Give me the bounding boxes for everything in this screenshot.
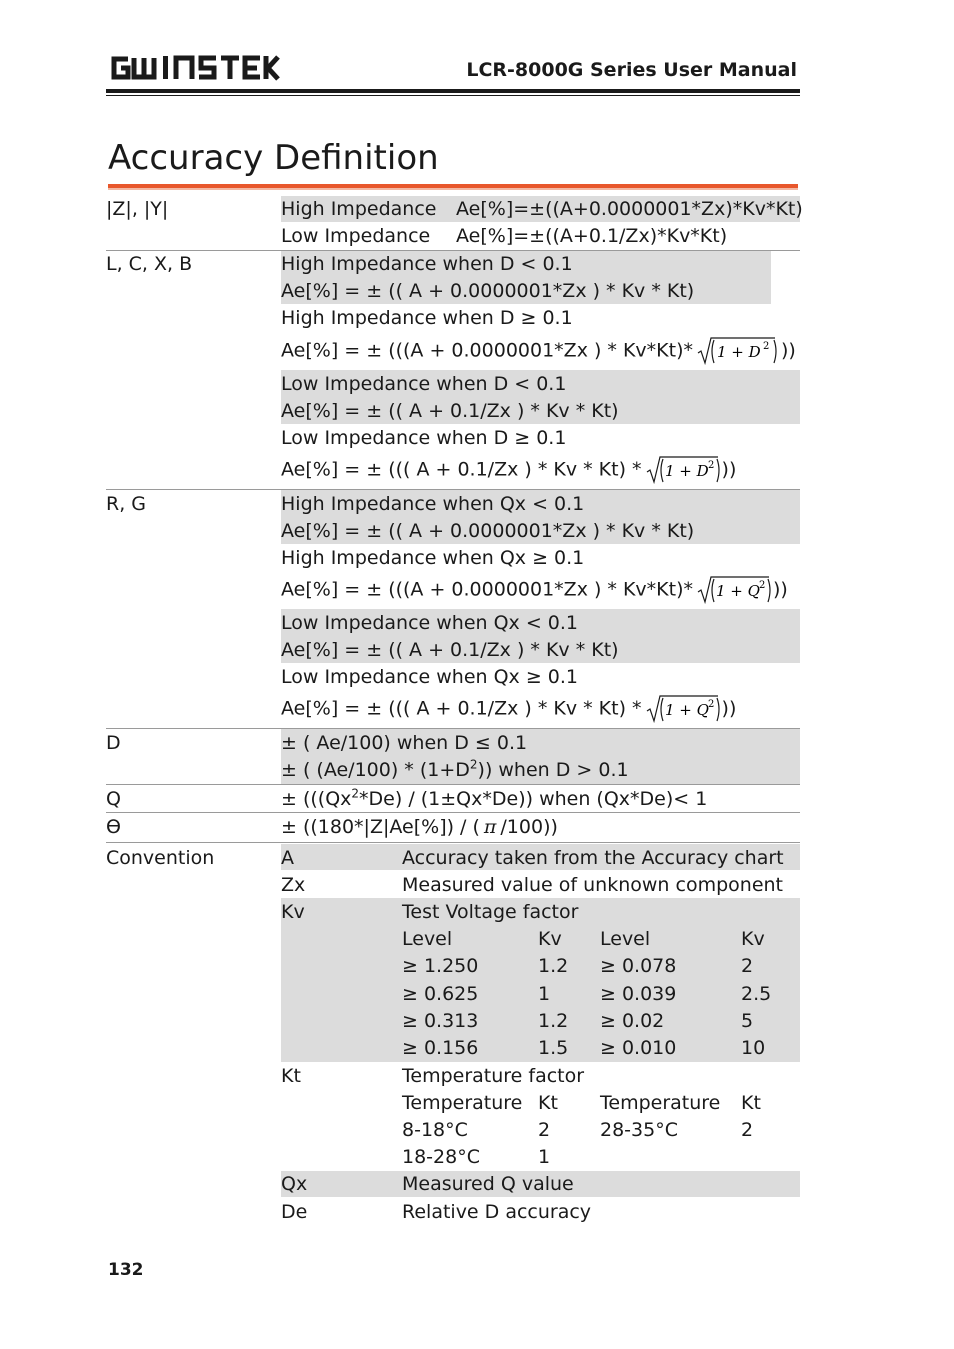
sqrt-icon bbox=[697, 575, 773, 605]
row-divider bbox=[106, 784, 800, 785]
conv-key: De bbox=[281, 1201, 308, 1223]
kv-table-cell: 1.5 bbox=[538, 1037, 569, 1059]
svg-text:1 + Q: 1 + Q bbox=[716, 582, 760, 600]
kv-table-header: Level bbox=[600, 928, 651, 950]
lcxb-line: High Impedance when D < 0.1 bbox=[281, 253, 573, 275]
row-label-d: D bbox=[106, 732, 121, 754]
row-label-q: Q bbox=[106, 788, 121, 810]
svg-text:1 + Q: 1 + Q bbox=[664, 701, 709, 719]
kt-table-cell: 18-28°C bbox=[402, 1146, 480, 1168]
kv-table-cell: 2 bbox=[741, 955, 754, 977]
kv-table-cell: 10 bbox=[741, 1037, 766, 1059]
theta-line: ± ((180*|Z|Ae[%]) / ( π /100)) bbox=[281, 816, 558, 838]
header-rule-thick bbox=[106, 89, 800, 93]
row-divider bbox=[106, 489, 800, 490]
kv-table-cell: ≥ 0.078 bbox=[600, 955, 677, 977]
conv-key: Kt bbox=[281, 1065, 301, 1087]
z-low-name: Low Impedance bbox=[281, 225, 431, 247]
svg-text:2: 2 bbox=[707, 699, 714, 710]
conv-key: Qx bbox=[281, 1173, 308, 1195]
d-line: ± ( $(Ae/100) * (1+D^2)$) when D > 0.1 bbox=[281, 757, 629, 781]
kv-table-header: Kv bbox=[538, 928, 562, 950]
manual-title: LCR-8000G Series User Manual bbox=[466, 59, 797, 81]
kv-table-header: Kv bbox=[741, 928, 765, 950]
lcxb-line: Ae[%] = ± (( A + 0.1/Zx ) * Kv * Kt) bbox=[281, 400, 619, 422]
row-label-lcxb: L, C, X, B bbox=[106, 253, 193, 275]
kv-table-cell: 1 bbox=[538, 983, 551, 1005]
conv-value: Temperature factor bbox=[402, 1065, 585, 1087]
rg-sqrt-formula: Ae[%] = ± (((A + 0.0000001*Zx ) * Kv*Kt)* 1 + Q 2 )) bbox=[281, 575, 788, 605]
z-high-name: High Impedance bbox=[281, 198, 437, 220]
kt-table-cell: 8-18°C bbox=[402, 1119, 468, 1141]
svg-text:2: 2 bbox=[763, 341, 770, 352]
kv-table-cell: 2.5 bbox=[741, 983, 772, 1005]
kt-table-header: Kt bbox=[538, 1092, 558, 1114]
lcxb-line: Low Impedance when D < 0.1 bbox=[281, 373, 567, 395]
svg-text:2: 2 bbox=[759, 580, 766, 591]
sqrt-icon bbox=[646, 694, 722, 724]
kt-table-cell: 28-35°C bbox=[600, 1119, 678, 1141]
row-divider bbox=[106, 842, 800, 843]
z-high-formula: Ae[%]=±((A+0.0000001*Zx)*Kv*Kt) bbox=[456, 198, 803, 220]
lcxb-sqrt-formula: Ae[%] = ± (((A + 0.0000001*Zx ) * Kv*Kt)* 1 + D 2 )) bbox=[281, 336, 796, 366]
kt-table-header: Kt bbox=[741, 1092, 761, 1114]
header-rule-thin bbox=[106, 95, 800, 96]
lcxb-line: Ae[%] = ± (( A + 0.0000001*Zx ) * Kv * Kt) bbox=[281, 280, 695, 302]
kv-table-header: Level bbox=[402, 928, 453, 950]
row-label-z: |Z|, |Y| bbox=[106, 198, 169, 220]
section-title: Accuracy Definition bbox=[108, 138, 439, 178]
sqrt-icon bbox=[697, 336, 781, 366]
svg-text:1 + D: 1 + D bbox=[664, 462, 709, 480]
conv-value: Accuracy taken from the Accuracy chart bbox=[402, 847, 784, 869]
lcxb-line: High Impedance when D ≥ 0.1 bbox=[281, 307, 573, 329]
rg-line: Low Impedance when Qx ≥ 0.1 bbox=[281, 666, 579, 688]
lcxb-sqrt-formula: Ae[%] = ± ((( A + 0.1/Zx ) * Kv * Kt) * 1 + D 2 )) bbox=[281, 455, 736, 485]
kv-table-cell: ≥ 0.313 bbox=[402, 1010, 479, 1032]
conv-value: Measured Q value bbox=[402, 1173, 574, 1195]
gw-instek-logo-icon bbox=[108, 54, 280, 82]
kt-table-header: Temperature bbox=[402, 1092, 523, 1114]
row-label-convention: Convention bbox=[106, 847, 215, 869]
kt-table-cell: 2 bbox=[741, 1119, 754, 1141]
page-number: 132 bbox=[108, 1260, 144, 1280]
d-line: ± ( Ae/100) when D ≤ 0.1 bbox=[281, 732, 528, 754]
kv-table-cell: 5 bbox=[741, 1010, 754, 1032]
kv-table-cell: 1.2 bbox=[538, 955, 569, 977]
rg-line: High Impedance when Qx < 0.1 bbox=[281, 493, 585, 515]
row-label-theta: Ө bbox=[106, 816, 121, 838]
kv-table-cell: ≥ 0.156 bbox=[402, 1037, 479, 1059]
kv-table-cell: ≥ 1.250 bbox=[402, 955, 479, 977]
kt-table-cell: 2 bbox=[538, 1119, 551, 1141]
kv-table-cell: 1.2 bbox=[538, 1010, 569, 1032]
logo bbox=[108, 54, 280, 86]
kv-table-cell: ≥ 0.039 bbox=[600, 983, 677, 1005]
kv-table-cell: ≥ 0.625 bbox=[402, 983, 479, 1005]
rg-line: Ae[%] = ± (( A + 0.1/Zx ) * Kv * Kt) bbox=[281, 639, 619, 661]
conv-key: Kv bbox=[281, 901, 305, 923]
rg-line: Low Impedance when Qx < 0.1 bbox=[281, 612, 579, 634]
z-low-formula: Ae[%]=±((A+0.1/Zx)*Kv*Kt) bbox=[456, 225, 728, 247]
kv-table-cell: ≥ 0.02 bbox=[600, 1010, 665, 1032]
conv-value: Relative D accuracy bbox=[402, 1201, 592, 1223]
lcxb-line: Low Impedance when D ≥ 0.1 bbox=[281, 427, 567, 449]
conv-key: A bbox=[281, 847, 294, 869]
rg-line: High Impedance when Qx ≥ 0.1 bbox=[281, 547, 585, 569]
rg-sqrt-formula: Ae[%] = ± ((( A + 0.1/Zx ) * Kv * Kt) * 1 + Q 2 )) bbox=[281, 694, 736, 724]
sqrt-icon bbox=[646, 455, 722, 485]
svg-text:2: 2 bbox=[707, 460, 714, 471]
row-divider bbox=[106, 728, 800, 729]
kv-table-cell: ≥ 0.010 bbox=[600, 1037, 677, 1059]
row-label-rg: R, G bbox=[106, 493, 147, 515]
q-line: ± ($((Qx^2*De) / (1\pm Qx*De))$ when (Qx*De)< 1 bbox=[281, 786, 708, 810]
conv-value: Test Voltage factor bbox=[402, 901, 579, 923]
rg-line: Ae[%] = ± (( A + 0.0000001*Zx ) * Kv * Kt) bbox=[281, 520, 695, 542]
conv-value: Measured value of unknown component bbox=[402, 874, 784, 896]
conv-key: Zx bbox=[281, 874, 306, 896]
svg-text:1 + D: 1 + D bbox=[717, 343, 761, 361]
kt-table-header: Temperature bbox=[600, 1092, 721, 1114]
kt-table-cell: 1 bbox=[538, 1146, 551, 1168]
